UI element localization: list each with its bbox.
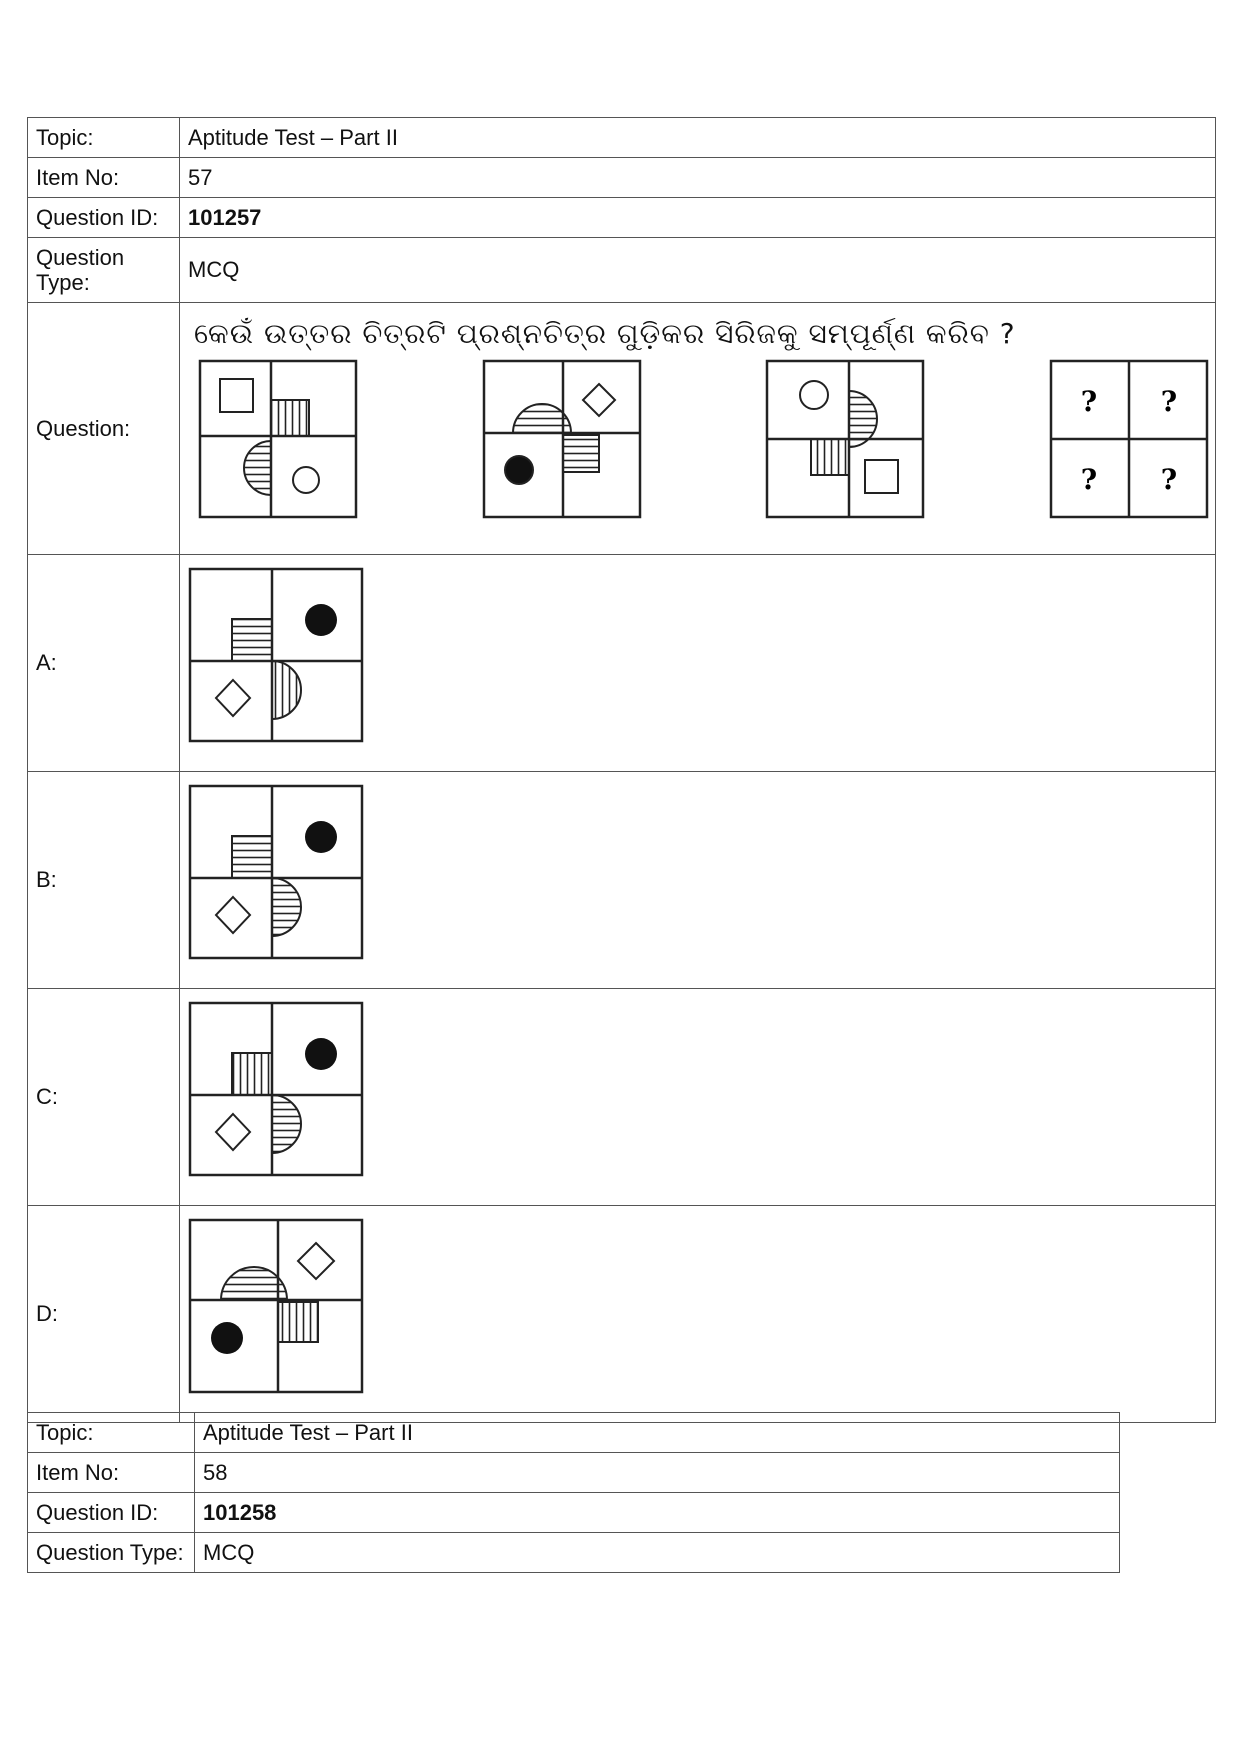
option-d-label: D: [28,1206,180,1423]
question-type-label: Question Type: [28,1533,195,1573]
item-no-label: Item No: [28,1453,195,1493]
option-d[interactable] [180,1206,1216,1423]
option-c-figure [188,1001,364,1177]
half-circle-striped-icon [272,878,301,936]
question-id-value: 101258 [195,1493,1120,1533]
striped-rect-icon [271,400,309,436]
question-type-label: Question Type: [28,238,180,303]
half-circle-striped-icon [244,441,271,495]
question-id-label: Question ID: [28,198,180,238]
question-id-value: 101257 [180,198,1216,238]
diamond-icon [583,384,615,416]
item-no-label: Item No: [28,158,180,198]
question-body [180,303,1216,555]
diamond-icon [298,1243,334,1279]
circle-icon [800,381,828,409]
striped-rect-icon [278,1302,318,1342]
option-d-figure [188,1218,364,1394]
question-mark-4: ? [1160,463,1178,496]
question-mark-1: ? [1080,385,1098,418]
topic-value: Aptitude Test – Part II [195,1413,1120,1453]
question-mark-2: ? [1160,385,1178,418]
option-b-figure [188,784,364,960]
square-icon [220,379,253,412]
square-icon [865,460,898,493]
topic-label: Topic: [28,118,180,158]
striped-rect-icon [811,439,849,475]
question-figure-unknown [1049,359,1209,519]
striped-rect-icon [232,619,272,661]
question-id-label: Question ID: [28,1493,195,1533]
striped-rect-icon [563,435,599,472]
question-57-table [27,117,1216,1423]
option-a[interactable] [180,555,1216,772]
diamond-icon [216,680,250,716]
item-no-value: 58 [195,1453,1120,1493]
diamond-icon [216,897,250,933]
question-figure-row [180,351,1215,529]
filled-circle-icon [305,1038,337,1070]
question-58-table [27,1412,1120,1573]
option-b[interactable] [180,772,1216,989]
striped-rect-icon [232,836,272,878]
question-mark-3: ? [1080,463,1098,496]
filled-circle-icon [505,456,533,484]
question-type-value: MCQ [195,1533,1120,1573]
diamond-icon [216,1114,250,1150]
half-circle-striped-icon [272,1095,301,1153]
question-figure-2 [482,359,642,519]
topic-label: Topic: [28,1413,195,1453]
filled-circle-icon [305,821,337,853]
option-a-label: A: [28,555,180,772]
option-c-label: C: [28,989,180,1206]
striped-rect-icon [232,1053,272,1095]
question-figure-1 [198,359,358,519]
filled-circle-icon [211,1322,243,1354]
question-text: କେଉଁ ଉତ୍ତର ଚିତ୍ରଟି ପ୍ରଶ୍ନଚିତ୍ର ଗୁଡ଼ିକର ସିରିଜକୁ ସମ୍ପୂର୍ଣ୍ଣ କରିବ ? [194,317,1016,350]
filled-circle-icon [305,604,337,636]
topic-value: Aptitude Test – Part II [180,118,1216,158]
item-no-value: 57 [180,158,1216,198]
half-circle-striped-icon [272,661,301,719]
question-label: Question: [28,303,180,555]
question-type-value: MCQ [180,238,1216,303]
question-figure-3 [765,359,925,519]
circle-icon [293,467,319,493]
option-a-figure [188,567,364,743]
option-c[interactable] [180,989,1216,1206]
option-b-label: B: [28,772,180,989]
